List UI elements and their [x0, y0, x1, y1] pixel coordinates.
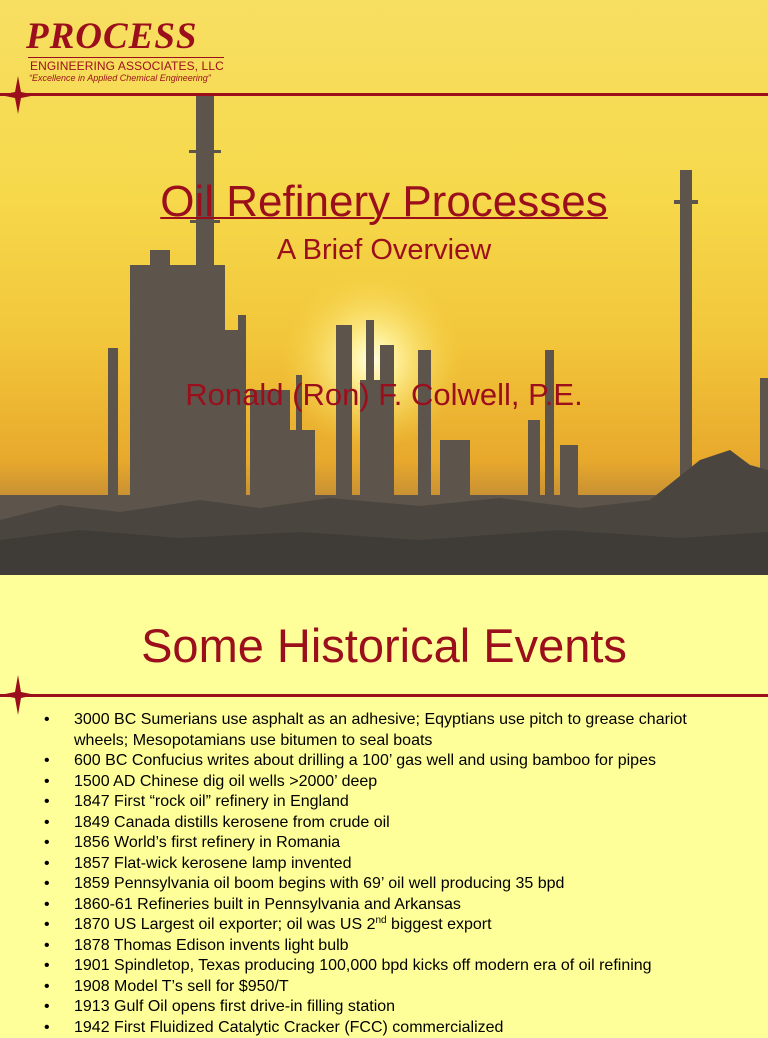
bullet-icon: • [44, 936, 50, 957]
company-logo [26, 18, 224, 83]
list-item: • 1860-61 Refineries built in Pennsylvania and Arkansas [0, 895, 768, 916]
list-item: • 1942 First Fluidized Catalytic Cracker (FCC) commercialized [0, 1018, 768, 1038]
header-rule [0, 93, 768, 96]
slide-subtitle: A Brief Overview [0, 232, 768, 268]
bullet-icon: • [44, 792, 50, 813]
list-item: • 1847 First “rock oil” refinery in England [0, 792, 768, 813]
logo-company: ENGINEERING ASSOCIATES, LLC [26, 59, 224, 73]
slide-title: Oil Refinery Processes [0, 176, 768, 228]
list-item: • 1878 Thomas Edison invents light bulb [0, 936, 768, 957]
list-item: • 1901 Spindletop, Texas producing 100,000 bpd kicks off modern era of oil refining [0, 956, 768, 977]
list-item: • 1913 Gulf Oil opens first drive-in filling station [0, 997, 768, 1018]
bullet-icon: • [44, 710, 50, 731]
bullet-icon: • [44, 997, 50, 1018]
header-rule [0, 694, 768, 697]
slide-title: Some Historical Events [0, 618, 768, 674]
list-item: • 1857 Flat-wick kerosene lamp invented [0, 854, 768, 875]
author-name: Ronald (Ron) F. Colwell, P.E. [0, 376, 768, 414]
bullet-icon: • [44, 772, 50, 793]
list-item: • 1856 World’s first refinery in Romania [0, 833, 768, 854]
history-slide [0, 575, 768, 1024]
list-item: • 3000 BC Sumerians use asphalt as an adhesive; Eqyptians use pitch to grease chariot wheels; Mesopotamians use bitumen to seal boats [0, 710, 768, 751]
star-ornament-icon [0, 675, 36, 715]
star-ornament-icon [0, 76, 36, 114]
list-item: • 600 BC Confucius writes about drilling a 100’ gas well and using bamboo for pipes [0, 751, 768, 772]
bullet-icon: • [44, 833, 50, 854]
logo-tagline: “Excellence in Applied Chemical Engineering” [26, 73, 224, 83]
bullet-icon: • [44, 915, 50, 936]
logo-divider [28, 57, 224, 58]
bullet-icon: • [44, 895, 50, 916]
bullet-icon: • [44, 854, 50, 875]
bullet-icon: • [44, 1018, 50, 1038]
list-item: • 1908 Model T’s sell for $950/T [0, 977, 768, 998]
bullet-icon: • [44, 813, 50, 834]
list-item: • 1870 US Largest oil exporter; oil was US 2nd biggest export [0, 915, 768, 936]
bullet-icon: • [44, 874, 50, 895]
list-item: • 1500 AD Chinese dig oil wells >2000’ deep [0, 772, 768, 793]
bullet-icon: • [44, 751, 50, 772]
list-item: • 1849 Canada distills kerosene from crude oil [0, 813, 768, 834]
logo-name: PROCESS [26, 18, 224, 56]
events-list [0, 710, 768, 1038]
bullet-icon: • [44, 956, 50, 977]
bullet-icon: • [44, 977, 50, 998]
list-item: • 1859 Pennsylvania oil boom begins with 69’ oil well producing 35 bpd [0, 874, 768, 895]
